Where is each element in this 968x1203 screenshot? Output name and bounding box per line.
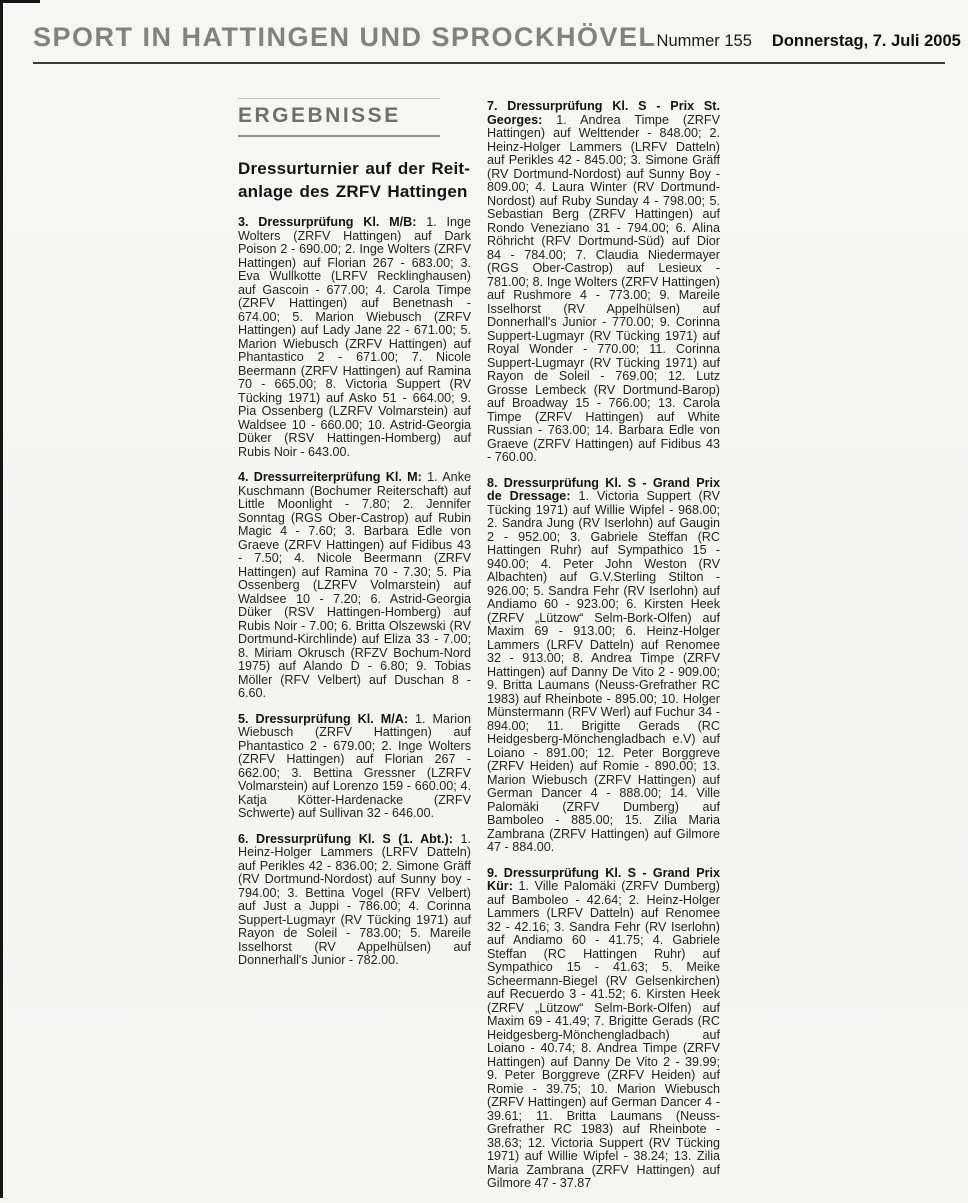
result-label: 6. Dressurprüfung Kl. S (1. Abt.): (238, 831, 453, 846)
result-text: 1. Inge Wolters (ZRFV Hattingen) auf Dark Poison 2 - 690.00; 2. Inge Wolters (ZRFV Hattingen) auf Florian 267 - 683.00; 3. Eva Wullkotte (LRFV Recklinghausen) auf Gascoin - 677.00; 4. Carola Timpe (ZRFV Hattingen) auf Benetnash - 674.00; 5. Marion Wiebusch (ZRFV Hattingen) auf Lady Jane 22 - 671.00; 5. Marion Wiebusch (ZRFV Hattingen) auf Phantastico 2 - 671.00; 7. Nicole Beermann (ZRFV Hattingen) auf Ramina 70 - 665.00; 8. Victoria Suppert (RV Tücking 1971) auf Asko 51 - 664.00; 9. Pia Ossenberg (LZRFV Volmarstein) auf Waldsee 10 - 660.00; 10. Astrid-Georgia Düker (RSV Hattingen-Homberg) auf Rubis Noir - 643.00. (238, 215, 472, 459)
result-paragraph-8 (487, 477, 720, 855)
result-label: 5. Dressurprüfung Kl. M/A: (238, 711, 409, 726)
result-text: 1. Ville Palomäki (ZRFV Dumberg) auf Bamboleo - 42.64; 2. Heinz-Holger Lammers (LRFV Datteln) auf Renomee 32 - 42.16; 3. Sandra Fehr (RV Iserlohn) auf Andiamo 60 - 41.75; 4. Gabriele Steffan (RC Hattingen Ruhr) auf Sympathico 15 - 41.63; 5. Meike Scheermann-Biegel (RV Gelsenkirchen) auf Recuerdo 3 - 41.52; 6. Kirsten Heek (ZRFV „Lützow“ Selm-Bork-Olfen) auf Maxim 69 - 41.49; 7. Brigitte Gerads (RC Heidgesberg-Mönchengladbach) auf Loiano - 40.74; 8. Andrea Timpe (ZRFV Hattingen) auf Danny De Vito 2 - 39.99; 9. Peter Borggreve (ZRFV Heiden) auf Romie - 39.75; 10. Marion Wiebusch (ZRFV Hattingen) auf German Dancer 4 - 39.61; 11. Britta Laumans (Neuss-Grefrather RC 1983) auf Rheinbote - 38.63; 12. Victoria Suppert (RV Tücking 1971) auf Willie Wipfel - 38.24; 13. Zilia Maria Zambrana (ZRFV Hattingen) auf Gilmore 47 - 37.87 (487, 879, 720, 1190)
issue-number: Nummer 155 (656, 32, 752, 50)
section-heading: ERGEBNISSE (238, 98, 440, 137)
article-title-line-1: Dressurturnier auf der Reit- (238, 159, 471, 178)
article-title-line-2: anlage des ZRFV Hattingen (238, 181, 468, 201)
result-paragraph-7 (487, 100, 720, 465)
result-label: 3. Dressurprüfung Kl. M/B: (238, 215, 417, 229)
right-column (487, 98, 720, 1203)
scan-edge-artifact-left (0, 0, 3, 1198)
result-label: 7. Dressurprüfung Kl. S - Prix St. Georges: (487, 99, 720, 127)
masthead-title: SPORT IN HATTINGEN UND SPROCKHÖVEL (33, 22, 657, 52)
left-column (238, 98, 471, 980)
result-text: 1. Andrea Timpe (ZRFV Hattingen) auf Welttender - 848.00; 2. Heinz-Holger Lammers (LRFV Datteln) auf Perikles 42 - 845.00; 3. Simone Gräff (RV Dortmund-Nordost) auf Sunny Boy - 809.00; 4. Laura Winter (RV Dortmund-Nordost) auf Ruby Sunday 4 - 798.00; 5. Sebastian Berg (ZRFV Hattingen) auf Rondo Veneziano 31 - 794.00; 6. Alina Röhricht (RFV Dortmund-Süd) auf Dior 84 - 784.00; 7. Claudia Niedermayer (RGS Ober-Castrop) auf Lesieux - 781.00; 8. Inge Wolters (ZRFV Hattingen) auf Rushmore 4 - 773.00; 9. Mareile Isselhorst (RV Appelhülsen) auf Donnerhall's Junior - 770.00; 9. Corinna Suppert-Lugmayr (RV Tücking 1971) auf Royal Wonder - 770.00; 11. Corinna Suppert-Lugmayr (RV Tücking 1971) auf Rayon de Soleil - 769.00; 12. Lutz Grosse Lembeck (RV Dortmund-Barop) auf Broadway 15 - 766.00; 13. Carola Timpe (ZRFV Hattingen) auf White Russian - 763.00; 14. Barbara Edle von Graeve (ZRFV Hattingen) auf Fidibus 43 - 760.00. (487, 112, 720, 464)
page-header (33, 22, 961, 64)
result-paragraph-9 (487, 867, 720, 1191)
result-text: 1. Marion Wiebusch (ZRFV Hattingen) auf Phantastico 2 - 679.00; 2. Inge Wolters (ZRFV Hattingen) auf Florian 267 - 662.00; 3. Bettina Gressner (LZRFV Volmarstein) auf Lorenzo 159 - 660.00; 4. Katja Kötter-Hardenacke (ZRFV Schwerte) auf Sullivan 32 - 646.00. (238, 711, 472, 820)
result-paragraph-6 (238, 833, 471, 968)
article-title (238, 158, 471, 203)
scan-edge-artifact-top (0, 0, 40, 3)
result-label: 4. Dressurreiterprüfung Kl. M: (238, 470, 422, 484)
issue-date: Donnerstag, 7. Juli 2005 (771, 32, 961, 50)
result-paragraph-5 (238, 713, 471, 821)
result-text: 1. Heinz-Holger Lammers (LRFV Datteln) auf Perikles 42 - 836.00; 2. Simone Gräff (RV Dortmund-Nordost) auf Sunny boy - 794.00; 3. Bettina Vogel (RFV Velbert) auf Just a Juppi - 786.00; 4. Corinna Suppert-Lugmayr (RV Tücking 1971) auf Rayon de Soleil - 783.00; 5. Mareile Isselhorst (RV Appelhülsen) auf Donnerhall's Junior - 782.00. (238, 831, 472, 967)
result-paragraph-3 (238, 216, 471, 459)
result-text: 1. Anke Kuschmann (Bochumer Reiterschaft) auf Little Moonlight - 7.80; 2. Jennifer Sonntag (RGS Ober-Castrop) auf Rubin Magic 4 - 7.60; 3. Barbara Edle von Graeve (ZRFV Hattingen) auf Fidibus 43 - 7.50; 4. Nicole Beermann (ZRFV Hattingen) auf Ramina 70 - 7.30; 5. Pia Ossenberg (LZRFV Volmarstein) auf Waldsee 10 - 7.20; 6. Astrid-Georgia Düker (RSV Hattingen-Homberg) auf Rubis Noir - 7.00; 6. Britta Olszewski (RV Dortmund-Kirchlinde) auf Eliza 33 - 7.00; 8. Miriam Okrusch (RFZV Bochum-Nord 1975) auf Alando D - 6.80; 9. Tobias Möller (RFV Velbert) auf Duschan 8 - 6.60. (238, 470, 471, 700)
result-text: 1. Victoria Suppert (RV Tücking 1971) auf Willie Wipfel - 968.00; 2. Sandra Jung (RV Iserlohn) auf Gaugin 2 - 952.00; 3. Gabriele Steffan (RC Hattingen Ruhr) auf Sympathico 15 - 940.00; 4. Peter John Weston (RV Albachten) auf G.V.Sterling Stilton - 926.00; 5. Sandra Fehr (RV Iserlohn) auf Andiamo 60 - 923.00; 6. Kirsten Heek (ZRFV „Lützow“ Selm-Bork-Olfen) auf Maxim 69 - 913.00; 6. Heinz-Holger Lammers (LRFV Datteln) auf Renomee 32 - 913.00; 8. Andrea Timpe (ZRFV Hattingen) auf Danny De Vito 2 - 909.00; 9. Britta Laumans (Neuss-Grefrather RC 1983) auf Rheinbote - 895.00; 10. Holger Münstermann (RFV Werl) auf Fuchur 34 - 894.00; 11. Brigitte Gerads (RC Heidgesberg-Mönchengladbach e.V) auf Loiano - 891.00; 12. Peter Borggreve (ZRFV Heiden) auf Romie - 890.00; 13. Marion Wiebusch (ZRFV Hattingen) auf German Dancer 4 - 888.00; 14. Ville Palomäki (ZRFV Dumberg) auf Bamboleo - 885.00; 15. Zilia Maria Zambrana (ZRFV Hattingen) auf Gilmore 47 - 884.00. (487, 489, 721, 854)
result-paragraph-4 (238, 471, 471, 701)
result-label: 8. Dressurprüfung Kl. S - Grand Prix de Dressage: (487, 475, 720, 503)
result-label: 9. Dressurprüfung Kl. S - Grand Prix Kür: (487, 865, 720, 893)
